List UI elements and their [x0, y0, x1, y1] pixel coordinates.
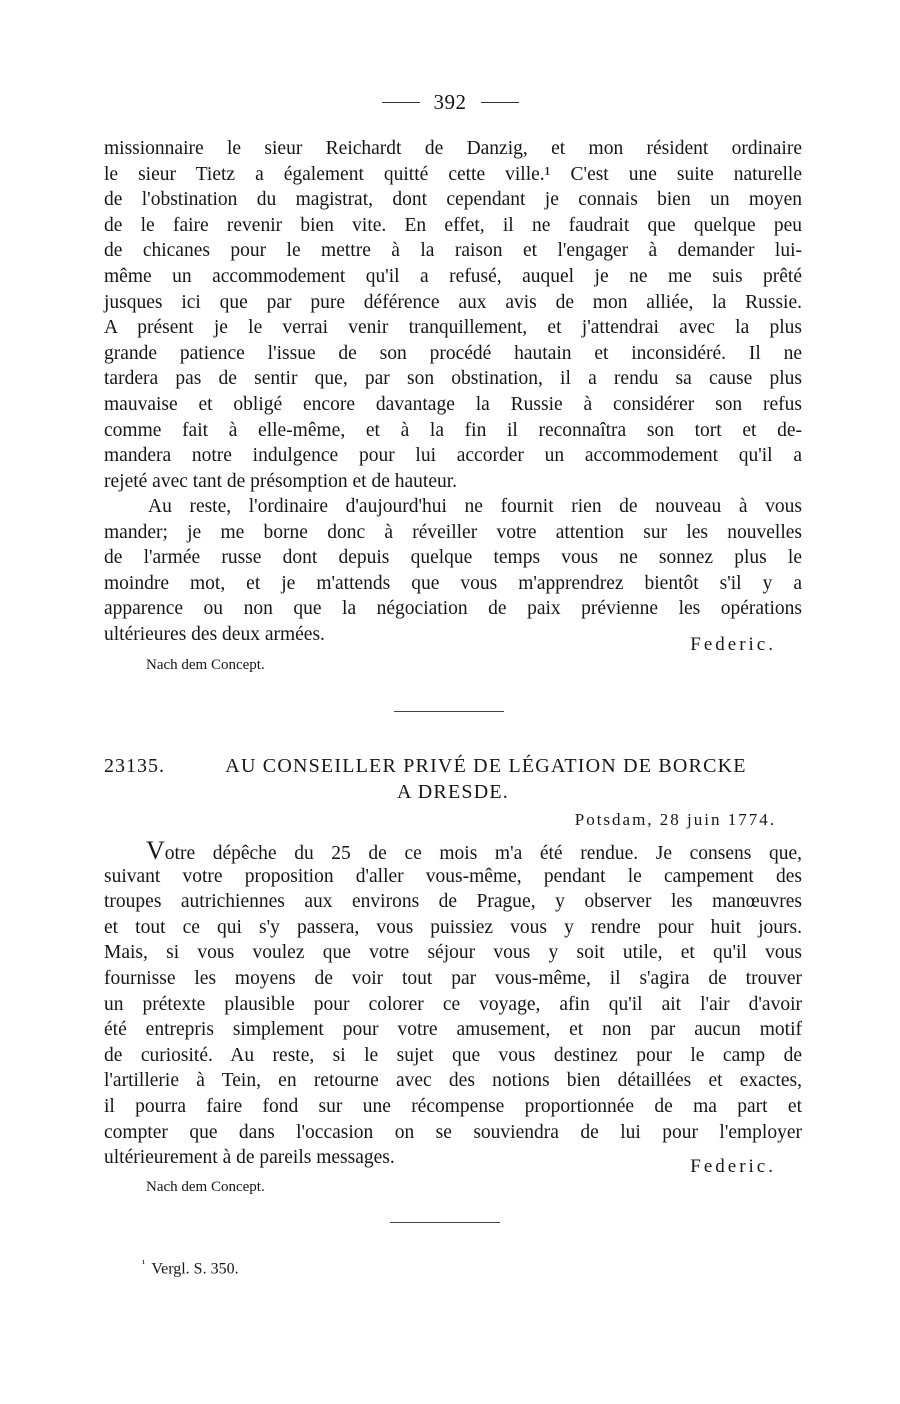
- signature: Federic.: [690, 1156, 776, 1177]
- footnote-text: Vergl. S. 350.: [151, 1260, 239, 1278]
- text-line: grande patience l'issue de son procédé hautain et inconsidéré. Il ne: [104, 342, 802, 364]
- text-line: de le faire revenir bien vite. En effet, il ne faudrait que quelque peu: [104, 214, 802, 236]
- header-rule-left: [382, 102, 420, 103]
- text-line: missionnaire le sieur Reichardt de Danzig, et mon résident ordinaire: [104, 138, 802, 159]
- text-line: troupes autrichiennes aux environs de Prague, y observer les manœuvres: [104, 891, 802, 913]
- footnote: [142, 1258, 239, 1278]
- drop-cap: V: [146, 836, 165, 865]
- text-line: mauvaise et obligé encore davantage la Russie à considérer son refus: [104, 393, 802, 415]
- text-line: [104, 838, 802, 864]
- text-line: apparence ou non que la négociation de paix prévienne les opérations: [104, 598, 802, 620]
- page-number: 392: [433, 90, 467, 114]
- source-note: Nach dem Concept.: [146, 1179, 265, 1195]
- page-header: [0, 90, 900, 115]
- heading-line-2: A DRESDE.: [397, 781, 509, 803]
- section-separator: [394, 711, 504, 712]
- continuation-paragraph-1: [104, 136, 802, 494]
- text-line: l'artillerie à Tein, en retourne avec des notions bien détaillées et exactes,: [104, 1070, 802, 1092]
- text-line: de curiosité. Au reste, si le sujet que vous destinez pour le camp de: [104, 1044, 802, 1066]
- header-rule-right: [481, 102, 519, 103]
- text-line: jusques ici que par pure déférence aux avis de mon alliée, la Russie.: [104, 291, 802, 313]
- text-line: il pourra faire fond sur une récompense proportionnée de ma part et: [104, 1095, 802, 1117]
- dateline: Potsdam, 28 juin 1774.: [574, 810, 776, 829]
- text-line: et tout ce qui s'y passera, vous puissiez vous y rendre pour huit jours.: [104, 916, 802, 938]
- first-line-text: otre dépêche du 25 de ce mois m'a été rendue. Je consens que,: [164, 843, 802, 864]
- heading-line-1: AU CONSEILLER PRIVÉ DE LÉGATION DE BORCKE: [225, 755, 747, 777]
- continuation-paragraph-2: [104, 494, 802, 648]
- text-line: rejeté avec tant de présomption et de hauteur.: [104, 470, 458, 492]
- text-line: Au reste, l'ordinaire d'aujourd'hui ne fournit rien de nouveau à vous: [148, 496, 802, 517]
- text-line: suivant votre proposition d'aller vous-même, pendant le campement des: [104, 865, 802, 887]
- letter-number: 23135.: [104, 755, 165, 777]
- letter-heading: [104, 753, 802, 805]
- text-line: de l'obstination du magistrat, dont cependant je connais bien un moyen: [104, 189, 802, 211]
- signature: Federic.: [690, 634, 776, 655]
- text-line: de l'armée russe dont depuis quelque temps vous ne sonnez plus le: [104, 547, 802, 569]
- letter-body: [104, 838, 802, 1171]
- text-line: fournisse les moyens de voir tout par vous-même, il s'agira de trouver: [104, 967, 802, 989]
- text-line: de chicanes pour le mettre à la raison et l'engager à demander lui-: [104, 240, 802, 262]
- text-line: ultérieurement à de pareils messages.: [104, 1147, 395, 1169]
- text-line: A présent je le verrai venir tranquillement, et j'attendrai avec la plus: [104, 317, 802, 339]
- text-line: compter que dans l'occasion on se souviendra de lui pour l'employer: [104, 1121, 802, 1143]
- text-line: mandera notre indulgence pour lui accorder un accommodement qu'il a: [104, 445, 802, 467]
- text-line: ultérieures des deux armées.: [104, 623, 325, 645]
- text-line: même un accommodement qu'il a refusé, auquel je ne me suis prêté: [104, 265, 802, 287]
- text-line: comme fait à elle-même, et à la fin il reconnaîtra son tort et de-: [104, 419, 802, 441]
- text-line: le sieur Tietz a également quitté cette ville.¹ C'est une suite naturelle: [104, 163, 802, 185]
- text-line: moindre mot, et je m'attends que vous m'apprendrez bientôt s'il y a: [104, 572, 802, 594]
- text-line: été entrepris simplement pour votre amusement, et non par aucun motif: [104, 1019, 802, 1041]
- text-line: mander; je me borne donc à réveiller votre attention sur les nouvelles: [104, 521, 802, 543]
- source-note: Nach dem Concept.: [146, 657, 265, 673]
- text-line: Mais, si vous voulez que votre séjour vous y soit utile, et qu'il vous: [104, 942, 802, 964]
- footnote-separator: [390, 1222, 500, 1223]
- text-line: un prétexte plausible pour colorer ce voyage, afin qu'il ait l'air d'avoir: [104, 993, 802, 1015]
- text-line: tardera pas de sentir que, par son obstination, il a rendu sa cause plus: [104, 368, 802, 390]
- footnote-mark: ¹: [142, 1258, 146, 1270]
